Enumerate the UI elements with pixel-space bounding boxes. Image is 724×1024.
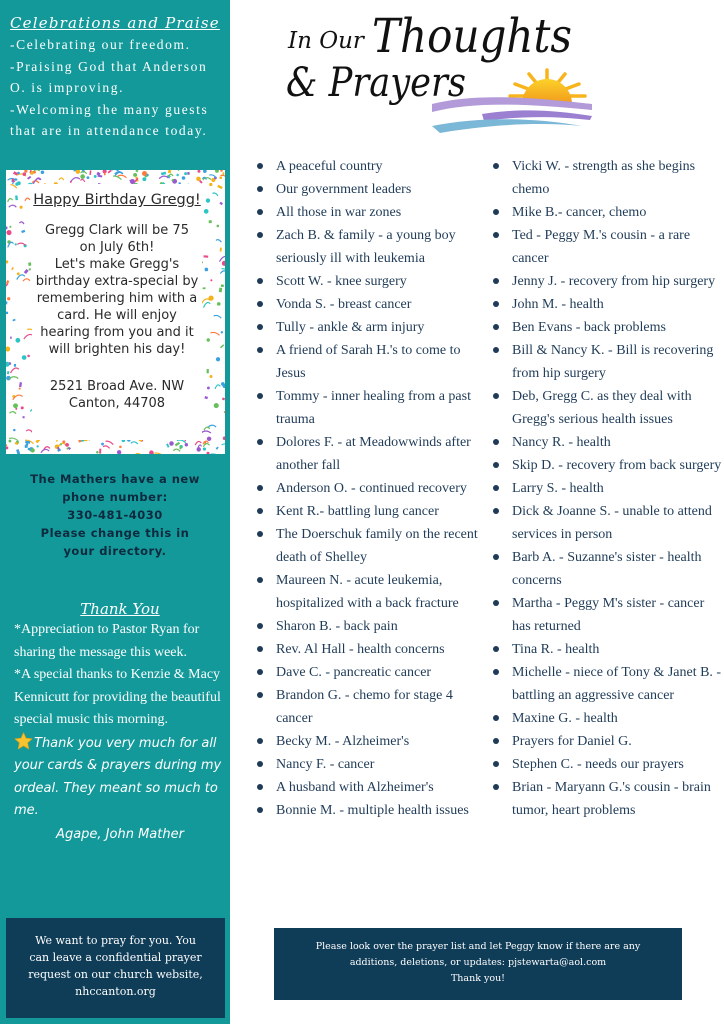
- prayer-list-item: Maxine G. - health: [492, 707, 722, 730]
- confetti-piece: [99, 449, 101, 454]
- confetti-piece: [26, 443, 29, 446]
- confetti-piece: [7, 297, 10, 300]
- prayer-list-item: Mike B.- cancer, chemo: [492, 201, 722, 224]
- confetti-piece: [169, 441, 174, 446]
- thank-you-paragraph: *A special thanks to Kenzie & Macy Kennicutt for providing the beautiful special music this morning.: [14, 667, 221, 727]
- celebration-line: -Praising God that Anderson: [10, 58, 208, 74]
- logo-text-in-our: In Our: [288, 28, 364, 54]
- confetti-piece: [41, 170, 45, 174]
- confetti-piece: [14, 364, 16, 367]
- confetti-piece: [29, 268, 31, 270]
- confetti-piece: [6, 446, 8, 449]
- prayer-list-item: Barb A. - Suzanne's sister - health concerns: [492, 546, 722, 592]
- confetti-piece: [211, 332, 220, 335]
- confetti-piece: [182, 176, 186, 180]
- confetti-piece: [6, 260, 8, 263]
- confetti-piece: [9, 412, 16, 414]
- confetti-piece: [204, 209, 209, 214]
- confetti-piece: [221, 382, 225, 386]
- wave-decoration: [432, 119, 582, 133]
- confetti-piece: [25, 198, 30, 201]
- confetti-piece: [203, 444, 209, 447]
- confetti-piece: [161, 172, 166, 176]
- prayer-list-item: Becky M. - Alzheimer's: [256, 730, 478, 753]
- confetti-piece: [21, 230, 25, 233]
- confetti-piece: [168, 174, 173, 177]
- confetti-piece: [103, 446, 110, 449]
- birthday-line: will brighten his day!: [48, 342, 186, 357]
- prayer-list-item: A husband with Alzheimer's: [256, 776, 478, 799]
- thank-you-title: Thank You: [80, 600, 160, 618]
- confetti-piece: [205, 268, 209, 272]
- prayer-list-item: Skip D. - recovery from back surgery: [492, 454, 722, 477]
- confetti-piece: [9, 440, 12, 443]
- confetti-piece: [207, 387, 210, 390]
- confetti-piece: [208, 296, 213, 301]
- prayer-list-item: Bonnie M. - multiple health issues: [256, 799, 478, 822]
- confetti-piece: [19, 388, 21, 390]
- footer-line: additions, deletions, or updates: pjstewarta@aol.com: [349, 957, 607, 968]
- thank-you-section: [14, 600, 226, 842]
- confetti-piece: [22, 355, 27, 360]
- confetti-piece: [17, 243, 25, 245]
- prayer-list-right: [492, 155, 722, 822]
- confetti-piece: [37, 445, 39, 447]
- confetti-piece: [203, 447, 206, 450]
- celebration-line: -Celebrating our freedom.: [10, 37, 191, 52]
- confetti-piece: [117, 450, 121, 454]
- confetti-piece: [196, 177, 201, 182]
- confetti-piece: [215, 385, 220, 389]
- notice-line: phone number:: [62, 490, 168, 504]
- prayer-list-item: Our government leaders: [256, 178, 478, 201]
- prayer-list-item: The Doerschuk family on the recent death of Shelley: [256, 523, 478, 569]
- confetti-piece: [89, 170, 91, 175]
- confetti-piece: [149, 450, 154, 454]
- confetti-piece: [175, 442, 180, 446]
- confetti-piece: [19, 382, 22, 387]
- confetti-piece: [197, 170, 200, 173]
- prayer-list-item: Scott W. - knee surgery: [256, 270, 478, 293]
- confetti-piece: [17, 172, 20, 175]
- birthday-card-body: [32, 184, 202, 440]
- confetti-piece: [216, 357, 220, 361]
- star-icon: [14, 732, 33, 750]
- notice-line: your directory.: [63, 544, 167, 558]
- celebration-line: O. is improving.: [10, 80, 125, 95]
- birthday-line: hearing from you and it: [40, 325, 194, 340]
- confetti-piece: [216, 240, 221, 243]
- address-city: Canton, 44708: [68, 396, 166, 411]
- confetti-piece: [9, 226, 11, 228]
- confetti-piece: [23, 416, 25, 418]
- footer-thanks: Thank you!: [450, 973, 506, 984]
- confetti-piece: [217, 185, 223, 189]
- birthday-line: remembering him with a: [36, 291, 198, 306]
- confetti-piece: [207, 437, 211, 441]
- confetti-piece: [94, 175, 97, 178]
- confetti-piece: [142, 171, 147, 176]
- birthday-title: Happy Birthday Gregg!: [33, 192, 201, 208]
- prayer-list-item: Larry S. - health: [492, 477, 722, 500]
- confetti-piece: [222, 397, 225, 400]
- prayer-list-item: Brian - Maryann G.'s cousin - brain tumor, heart problems: [492, 776, 722, 822]
- logo-text-prayers: & Prayers: [286, 60, 466, 106]
- confetti-piece: [185, 443, 188, 446]
- confetti-piece: [6, 230, 11, 235]
- confetti-piece: [209, 175, 216, 178]
- prayer-list-item: Sharon B. - back pain: [256, 615, 478, 638]
- confetti-piece: [60, 443, 62, 445]
- confetti-piece: [212, 193, 217, 196]
- signature: Agape, John Mather: [56, 826, 184, 842]
- prayer-list-left: [256, 155, 478, 822]
- confetti-piece: [96, 451, 99, 454]
- confetti-piece: [204, 255, 209, 257]
- birthday-line: birthday extra-special by: [35, 274, 199, 289]
- celebrations-title: Celebrations and Praise: [10, 14, 220, 32]
- thoughts-and-prayers-logo: [282, 0, 592, 140]
- confetti-piece: [30, 448, 34, 452]
- thank-you-note: [14, 732, 226, 823]
- confetti-piece: [176, 173, 179, 176]
- confetti-piece: [220, 248, 222, 252]
- confetti-piece: [221, 284, 224, 287]
- prayer-list-item: Prayers for Daniel G.: [492, 730, 722, 753]
- prayer-list-item: Anderson O. - continued recovery: [256, 477, 478, 500]
- prayer-list-footer: [274, 928, 682, 1000]
- confetti-piece: [17, 275, 25, 280]
- confetti-piece: [173, 449, 180, 451]
- confetti-piece: [220, 271, 225, 274]
- confetti-piece: [6, 444, 7, 446]
- confetti-piece: [76, 170, 81, 174]
- confetti-piece: [142, 177, 146, 181]
- confetti-piece: [204, 427, 210, 430]
- confetti-piece: [221, 331, 223, 333]
- thank-you-paragraph: *Appreciation to Pastor Ryan for sharing the message this week.: [14, 622, 200, 660]
- prayer-request-box: We want to pray for you. You can leave a confidential prayer request on our church website, nhccanton.org: [6, 918, 225, 1018]
- confetti-piece: [31, 172, 34, 175]
- confetti-piece: [219, 176, 222, 179]
- prayer-list-item: Tommy - inner healing from a past trauma: [256, 385, 478, 431]
- confetti-piece: [10, 337, 12, 339]
- confetti-piece: [223, 436, 225, 440]
- confetti-piece: [203, 287, 206, 289]
- prayer-list-item: Nancy R. - health: [492, 431, 722, 454]
- prayer-list-item: Tully - ankle & arm injury: [256, 316, 478, 339]
- prayer-list-item: John M. - health: [492, 293, 722, 316]
- confetti-piece: [41, 449, 49, 452]
- prayer-list-item: Deb, Gregg C. as they deal with Gregg's serious health issues: [492, 385, 722, 431]
- confetti-piece: [13, 429, 15, 431]
- confetti-piece: [187, 172, 190, 175]
- confetti-piece: [71, 178, 80, 182]
- confetti-piece: [87, 176, 90, 179]
- confetti-piece: [6, 301, 7, 304]
- celebrations-section: [10, 14, 225, 142]
- confetti-piece: [108, 170, 112, 173]
- confetti-piece: [222, 261, 225, 266]
- confetti-piece: [209, 183, 212, 186]
- prayer-list-item: Dolores F. - at Meadowwinds after another fall: [256, 431, 478, 477]
- confetti-piece: [24, 170, 27, 173]
- prayer-list-item: Nancy F. - cancer: [256, 753, 478, 776]
- prayer-list-item: Brandon G. - chemo for stage 4 cancer: [256, 684, 478, 730]
- confetti-piece: [33, 171, 36, 174]
- confetti-piece: [13, 403, 18, 408]
- confetti-piece: [133, 173, 137, 177]
- confetti-piece: [7, 371, 9, 374]
- confetti-piece: [17, 272, 20, 275]
- prayer-list-item: Zach B. & family - a young boy seriously ill with leukemia: [256, 224, 478, 270]
- birthday-line: Gregg Clark will be 75: [45, 223, 189, 238]
- birthday-card: [6, 170, 225, 454]
- prayer-list-item: Rev. Al Hall - health concerns: [256, 638, 478, 661]
- birthday-line: Let's make Gregg's: [54, 257, 180, 272]
- notice-line: The Mathers have a new: [30, 472, 200, 486]
- prayer-list-item: Dick & Joanne S. - unable to attend services in person: [492, 500, 722, 546]
- confetti-piece: [6, 312, 8, 315]
- confetti-piece: [27, 176, 31, 180]
- prayer-list-item: Bill & Nancy K. - Bill is recovering from hip surgery: [492, 339, 722, 385]
- confetti-piece: [204, 396, 208, 399]
- notice-line: Please change this in: [40, 526, 190, 540]
- confetti-piece: [159, 176, 168, 179]
- prayer-list-item: Ben Evans - back problems: [492, 316, 722, 339]
- confetti-piece: [131, 442, 138, 444]
- address-street: 2521 Broad Ave. NW: [49, 379, 185, 394]
- left-sidebar: [0, 0, 230, 1024]
- prayer-list-item: Tina R. - health: [492, 638, 722, 661]
- logo-text-thoughts: Thoughts: [372, 9, 572, 64]
- footer-line: Please look over the prayer list and let Peggy know if there are any: [315, 941, 641, 952]
- confetti-piece: [209, 375, 212, 378]
- confetti-piece: [214, 403, 219, 408]
- thank-you-note-text: Thank you very much for all your cards & prayers during my ordeal. They meant so much to me.: [14, 735, 222, 818]
- prayer-list-item: Stephen C. - needs our prayers: [492, 753, 722, 776]
- confetti-piece: [6, 347, 10, 352]
- confetti-piece: [8, 199, 13, 202]
- confetti-piece: [27, 355, 30, 358]
- confetti-piece: [166, 443, 169, 447]
- confetti-piece: [219, 288, 222, 293]
- confetti-piece: [10, 368, 18, 373]
- confetti-piece: [215, 170, 219, 173]
- confetti-piece: [154, 453, 163, 454]
- confetti-piece: [20, 206, 23, 209]
- birthday-line: on July 6th!: [79, 240, 155, 255]
- confetti-piece: [9, 205, 17, 207]
- confetti-piece: [204, 302, 211, 307]
- confetti-piece: [203, 441, 206, 444]
- confetti-piece: [32, 181, 39, 183]
- confetti-piece: [113, 176, 121, 180]
- confetti-piece: [19, 222, 24, 224]
- celebration-line: -Welcoming the many guests: [10, 101, 209, 117]
- confetti-piece: [81, 179, 85, 181]
- confetti-piece: [196, 447, 200, 451]
- confetti-piece: [220, 170, 223, 172]
- confetti-piece: [217, 302, 221, 306]
- confetti-piece: [15, 338, 20, 343]
- confetti-piece: [62, 440, 65, 443]
- confetti-piece: [59, 178, 64, 180]
- phone-change-notice: [20, 470, 210, 560]
- prayer-list-item: Maureen N. - acute leukemia, hospitalized with a back fracture: [256, 569, 478, 615]
- confetti-piece: [65, 443, 69, 447]
- confetti-piece: [209, 220, 212, 223]
- confetti-piece: [206, 198, 210, 202]
- confetti-piece: [106, 441, 114, 444]
- prayer-list-item: Kent R.- battling lung cancer: [256, 500, 478, 523]
- confetti-piece: [222, 444, 225, 446]
- confetti-piece: [104, 173, 106, 176]
- confetti-piece: [6, 226, 8, 229]
- confetti-piece: [12, 319, 15, 322]
- confetti-piece: [97, 175, 102, 178]
- confetti-piece: [16, 449, 20, 454]
- prayer-list-item: Jenny J. - recovery from hip surgery: [492, 270, 722, 293]
- confetti-piece: [219, 202, 223, 205]
- confetti-piece: [184, 172, 187, 175]
- prayer-list-item: Michelle - niece of Tony & Janet B. - battling an aggressive cancer: [492, 661, 722, 707]
- prayer-list-item: Martha - Peggy M's sister - cancer has returned: [492, 592, 722, 638]
- confetti-piece: [168, 170, 171, 173]
- confetti-piece: [135, 170, 138, 172]
- confetti-piece: [207, 452, 210, 454]
- confetti-piece: [101, 443, 104, 446]
- prayer-list-item: Dave C. - pancreatic cancer: [256, 661, 478, 684]
- birthday-message: [32, 222, 202, 358]
- prayer-list-item: Vicki W. - strength as she begins chemo: [492, 155, 722, 201]
- confetti-piece: [201, 431, 211, 433]
- prayer-list-item: Ted - Peggy M.'s cousin - a rare cancer: [492, 224, 722, 270]
- confetti-piece: [21, 406, 24, 409]
- prayer-list-item: A friend of Sarah H.'s to come to Jesus: [256, 339, 478, 385]
- confetti-piece: [207, 338, 210, 341]
- prayer-list-item: A peaceful country: [256, 155, 478, 178]
- confetti-piece: [28, 262, 31, 266]
- prayer-list-item: Vonda S. - breast cancer: [256, 293, 478, 316]
- celebration-line: that are in attendance today.: [10, 123, 208, 138]
- confetti-piece: [24, 269, 29, 274]
- confetti-piece: [216, 446, 219, 449]
- confetti-piece: [214, 315, 222, 318]
- confetti-piece: [178, 170, 187, 171]
- confetti-piece: [119, 446, 122, 449]
- confetti-piece: [203, 170, 207, 173]
- birthday-address: [32, 378, 202, 412]
- birthday-line: card. He will enjoy: [57, 308, 177, 323]
- confetti-piece: [23, 279, 30, 281]
- confetti-piece: [6, 280, 9, 284]
- confetti-piece: [11, 267, 14, 270]
- confetti-piece: [17, 181, 21, 185]
- confetti-piece: [80, 174, 85, 179]
- prayer-list-item: All those in war zones: [256, 201, 478, 224]
- confetti-piece: [224, 411, 225, 416]
- confetti-piece: [15, 195, 18, 200]
- phone-number: 330-481-4030: [67, 508, 163, 522]
- confetti-piece: [220, 344, 224, 348]
- confetti-piece: [23, 172, 27, 176]
- confetti-piece: [210, 279, 212, 281]
- confetti-piece: [216, 225, 219, 228]
- confetti-piece: [211, 453, 216, 454]
- confetti-piece: [207, 369, 209, 373]
- confetti-piece: [15, 243, 17, 245]
